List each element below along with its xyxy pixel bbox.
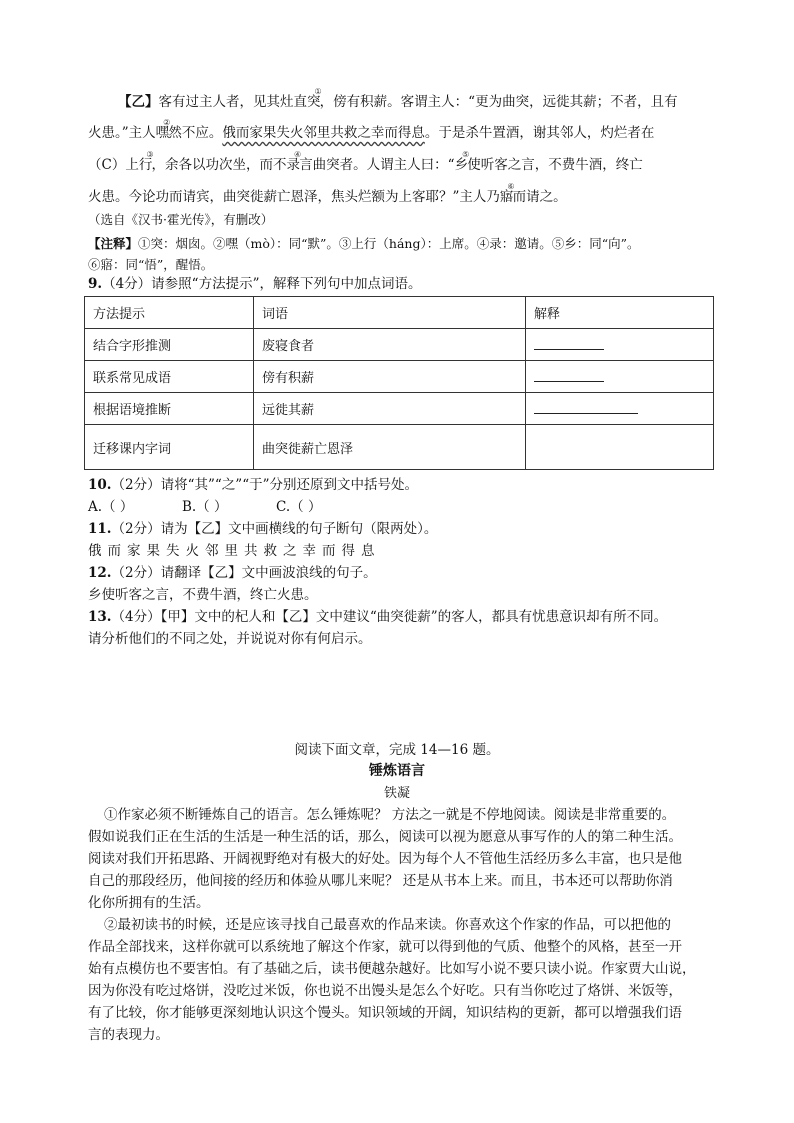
method-cell: 迁移课内字词 — [85, 425, 254, 470]
option-b[interactable]: B.（ ） — [181, 499, 228, 515]
method-cell: 联系常见成语 — [85, 361, 254, 393]
word-cell: 曲突徙薪亡恩泽 — [254, 425, 526, 470]
wavy-underlined-sentence: 俄而家果失火邻里共救之幸而得息 — [222, 125, 425, 141]
passage-text: 然不应。 — [168, 125, 223, 141]
passage-text: （C）上行 — [88, 157, 153, 173]
question-text: （4分）【甲】文中的杞人和【乙】文中建议“曲突徙薪”的客人，都具有忧患意识却有所不同。 — [111, 609, 668, 625]
paragraph-1-line: 自己的那段经历，他间接的经历和体验从哪儿来呢？ 还是从书本上来。而且，书本还可以帮助你消 — [88, 873, 673, 889]
passage-text: 客有过主人者，见其灶直突 — [158, 94, 321, 110]
question-12-sentence: 乡使听客之言，不费牛酒，终亡火患。 — [88, 587, 318, 603]
table-header: 方法提示 — [85, 297, 254, 329]
answer-cell[interactable] — [526, 329, 714, 361]
table-header: 词语 — [254, 297, 526, 329]
question-number: 12. — [88, 565, 112, 581]
question-text: （2分）请将“其”“之”“于”分别还原到文中括号处。 — [111, 477, 418, 493]
answer-blank[interactable] — [534, 367, 604, 382]
paragraph-2-line: 有了比较，你才能够更深刻地认识这个馒头。知识领域的开阔，知识结构的更新，都可以增强我们语 — [88, 1005, 682, 1021]
question-number: 11. — [88, 521, 112, 537]
answer-blank[interactable] — [534, 399, 638, 414]
passage-text: 使听客之言，不费牛酒，终亡 — [467, 157, 643, 173]
table-row — [85, 425, 714, 470]
question-number: 10. — [88, 477, 112, 493]
notes-label: 【注释】 — [88, 236, 139, 251]
question-13-line-2: 请分析他们的不同之处，并说说对你有何启示。 — [88, 631, 372, 647]
notes-text: ①突：烟囱。②嘿（mò）：同“默”。③上行（háng）：上席。④录：邀请。⑤乡：同“向”。 — [138, 236, 640, 251]
paragraph-2-line: 作品全部找来，这样你就可以系统地了解这个作家，就可以得到他的气质、他整个的风格，甚至一开 — [88, 939, 682, 955]
article-author: 铁凝 — [383, 786, 410, 801]
word-cell: 傍有积薪 — [254, 361, 526, 393]
paragraph-2-line: 言的表现力。 — [88, 1027, 169, 1043]
note-marker: ④ — [294, 150, 302, 159]
passage-text: ，余各以功次坐，而不录 — [151, 157, 301, 173]
question-13 — [88, 607, 667, 627]
paragraph-1-line: 阅读对我们开拓思路、开阔视野绝对有极大的好处。因为每个人不管他生活经历多么丰富，也只是他 — [88, 851, 682, 867]
table-row — [85, 361, 714, 393]
paragraph-2-line: 始有点模仿也不要害怕。有了基础之后，读书便越杂越好。比如写小说不要只读小说。作家贾大山说， — [88, 961, 696, 977]
passage-text: 而请之。 — [512, 189, 567, 205]
question-9 — [88, 274, 422, 294]
question-text: （2分）请为【乙】文中画横线的句子断句（限两处）。 — [111, 521, 438, 537]
note-marker: ① — [314, 87, 322, 96]
reading-instruction: 阅读下面文章，完成 14—16 题。 — [294, 742, 500, 758]
passage-yi-label: 【乙】 — [118, 94, 159, 110]
word-cell: 远徙其薪 — [254, 393, 526, 425]
notes-line-1 — [88, 234, 640, 254]
word-cell: 废寝食者 — [254, 329, 526, 361]
paragraph-1-line: ①作家必须不断锤炼自己的语言。怎么锤炼呢？ 方法之一就是不停地阅读。阅读是非常重要的。 — [104, 807, 676, 823]
passage-text: 火患。今论功而请宾，曲突徙薪亡恩泽，焦头烂额为上客耶？”主人乃寤 — [88, 189, 514, 205]
question-10 — [88, 475, 418, 495]
question-text: （4分）请参照“方法提示”，解释下列句中加点词语。 — [102, 276, 422, 292]
question-11-sentence: 俄而家果失火邻里共救之幸而得息 — [88, 543, 381, 559]
note-marker: ⑤ — [462, 150, 470, 159]
question-10-options — [88, 497, 321, 517]
question-number: 13. — [88, 609, 112, 625]
option-a[interactable]: A.（ ） — [88, 499, 134, 515]
question-12 — [88, 563, 377, 583]
method-cell: 结合字形推测 — [85, 329, 254, 361]
answer-cell[interactable] — [526, 425, 714, 470]
passage-yi-line-3 — [88, 150, 643, 177]
method-cell: 根据语境推断 — [85, 393, 254, 425]
table-row — [85, 329, 714, 361]
passage-yi-line-1 — [118, 87, 678, 114]
passage-text: 言曲突者。人谓主人曰：“乡 — [299, 157, 469, 173]
article-title: 锤炼语言 — [369, 763, 425, 779]
option-c[interactable]: C.（ ） — [276, 499, 322, 515]
paragraph-1-line: 假如说我们正在生活的生活是一种生活的话，那么，阅读可以视为愿意从事写作的人的第二种生活。 — [88, 829, 682, 845]
passage-text: ，傍有积薪。客谓主人：“更为曲突，远徙其薪；不者，且有 — [319, 94, 678, 110]
paragraph-1-line: 化你所拥有的生活。 — [88, 895, 210, 911]
table-header: 解释 — [526, 297, 714, 329]
passage-yi-line-4 — [88, 182, 567, 209]
paragraph-2-line: ②最初读书的时候，还是应该寻找自己最喜欢的作品来读。你喜欢这个作家的作品，可以把他的 — [104, 917, 671, 933]
question-11 — [88, 519, 437, 539]
passage-source: （选自《汉书·霍光传》，有删改） — [88, 212, 274, 227]
answer-cell[interactable] — [526, 361, 714, 393]
answer-cell[interactable] — [526, 393, 714, 425]
note-marker: ⑥ — [507, 182, 515, 191]
table-row — [85, 393, 714, 425]
passage-yi-line-2 — [88, 118, 655, 145]
passage-text: 火患。”主人嘿 — [88, 125, 170, 141]
paragraph-2-line: 因为你没有吃过烙饼，没吃过米饭，你也说不出馒头是怎么个好吃。只有当你吃过了烙饼、米饭等， — [88, 983, 682, 999]
question-text: （2分）请翻译【乙】文中画波浪线的句子。 — [111, 565, 377, 581]
answer-table — [84, 296, 714, 470]
passage-text: 。于是杀牛置酒，谢其邻人，灼烂者在 — [424, 125, 655, 141]
notes-line-2: ⑥寤：同“悟”，醒悟。 — [88, 257, 214, 272]
question-number: 9. — [88, 276, 103, 292]
note-marker: ② — [163, 118, 171, 127]
answer-blank[interactable] — [534, 335, 604, 350]
note-marker: ③ — [146, 150, 154, 159]
table-header-row — [85, 297, 714, 329]
